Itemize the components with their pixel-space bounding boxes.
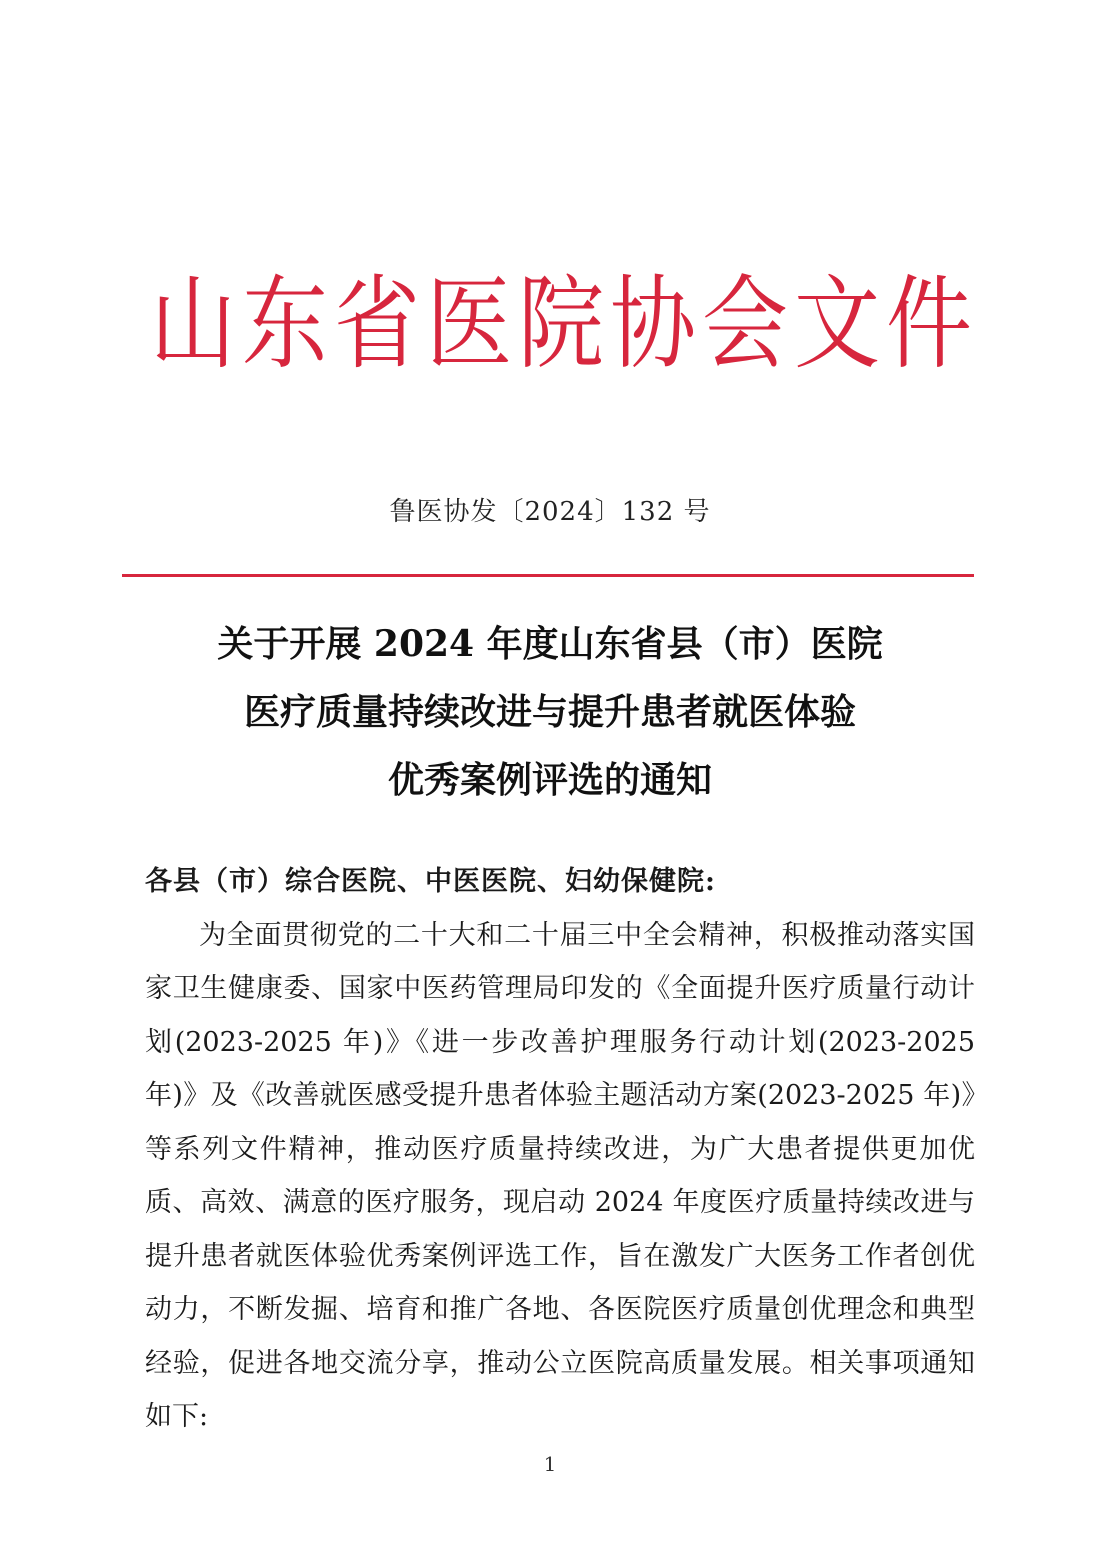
document-number: 鲁医协发〔2024〕132 号 (389, 497, 711, 527)
title-line-2: 医疗质量持续改进与提升患者就医体验 (243, 691, 856, 733)
masthead-title: 山东省医院协会文件 (150, 265, 978, 384)
body-paragraph: 为全面贯彻党的二十大和二十届三中全会精神，积极推动落实国家卫生健康委、国家中医药管理局印发的《全面提升医疗质量行动计划(2023-2025 年)》《进一步改善护理服务行动计划(2023-2025 年)》及《改善就医感受提升患者体验主题活动方案(2023-2025 年)》等系列文件精神，推动医疗质量持续改进，为广大患者提供更加优质、高效、满意的医疗服务，现启动 2024 年度医疗质量持续改进与提升患者就医体验优秀案例评选工作，旨在激发广大医务工作者创优动力，不断发掘、培育和推广各地、各医院医疗质量创优理念和典型经验，促进各地交流分享，推动公立医院高质量发展。相关事项通知如下: (145, 919, 975, 1432)
title-line-1: 关于开展 2024 年度山东省县（市）医院 (217, 623, 883, 665)
salutation: 各县（市）综合医院、中医医院、妇幼保健院: (145, 866, 716, 897)
notice-title (120, 610, 980, 814)
page-number: 1 (543, 1452, 557, 1476)
title-line-3: 优秀案例评选的通知 (387, 759, 712, 801)
red-divider-line (122, 574, 974, 577)
notice-body (145, 855, 975, 1444)
